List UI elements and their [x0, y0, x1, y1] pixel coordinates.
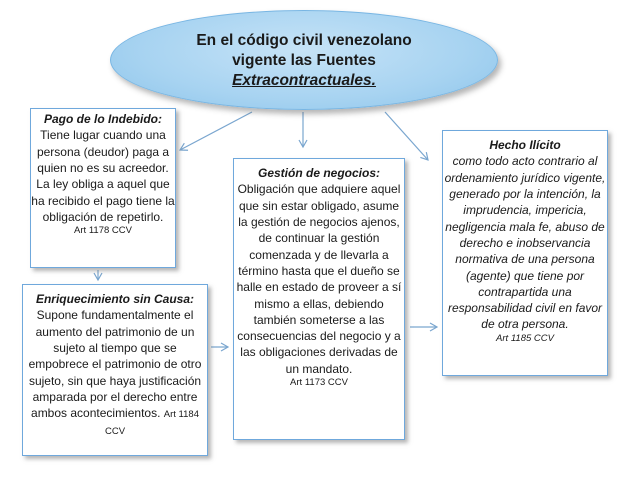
pago-heading: Pago de lo Indebido: [44, 112, 162, 126]
gestion-ref: Art 1173 CCV [290, 377, 348, 389]
enriquecimiento-text: Supone fundamentalmente el aumento del patrimonio de un sujeto al tiempo que se empobrece el patrimonio de otro sujeto, sin que haya justificación amparada por el derecho entre ambos acontecimientos. [28, 308, 202, 421]
enriquecimiento-heading: Enriquecimiento sin Causa: [35, 292, 195, 306]
arrow-title-to-pago [180, 112, 252, 150]
hecho-heading: Hecho Ilícito [489, 138, 561, 152]
box-hecho-ilicito [442, 130, 608, 376]
enriquecimiento-ref: Art 1184 CCV [104, 409, 199, 438]
hecho-ref: Art 1185 CCV [496, 332, 554, 344]
box-gestion-negocios [233, 158, 405, 440]
title-line-1: En el código civil venezolano [196, 32, 412, 49]
box-enriquecimiento-sin-causa [22, 284, 208, 456]
pago-ref: Art 1178 CCV [74, 225, 132, 237]
title-ellipse [110, 10, 498, 110]
gestion-text: Obligación que adquiere aquel que sin estar obligado, asume la gestión de negocios ajenos, de continuar la gestión comenzada y de llevarla a término hasta que el dueño se halle en estado de proveer a sí mismo a ellas, debiendo también someterse a las consecuencias del negocio y a las obligaciones derivadas de un mandato. [236, 182, 402, 376]
arrow-title-to-hecho [385, 112, 428, 160]
hecho-text: como todo acto contrario al ordenamiento jurídico vigente, generado por la intención, la imprudencia, impericia, negligencia mala fe, abuso de derecho e inobservancia normativa de una persona (agente) que tiene por contrapartida una responsabilidad civil en favor de otra persona. [444, 154, 606, 332]
title-line-3: Extracontractuales. [232, 72, 376, 90]
gestion-heading: Gestión de negocios: [257, 166, 380, 180]
title-line-2: vigente las Fuentes [232, 52, 376, 70]
pago-text: Tiene lugar cuando una persona (deudor) paga a quien no es su acreedor. La ley obliga a aquel que ha recibido el pago tiene la obligación de repetirlo. [31, 128, 175, 224]
box-pago-indebido [30, 108, 176, 268]
